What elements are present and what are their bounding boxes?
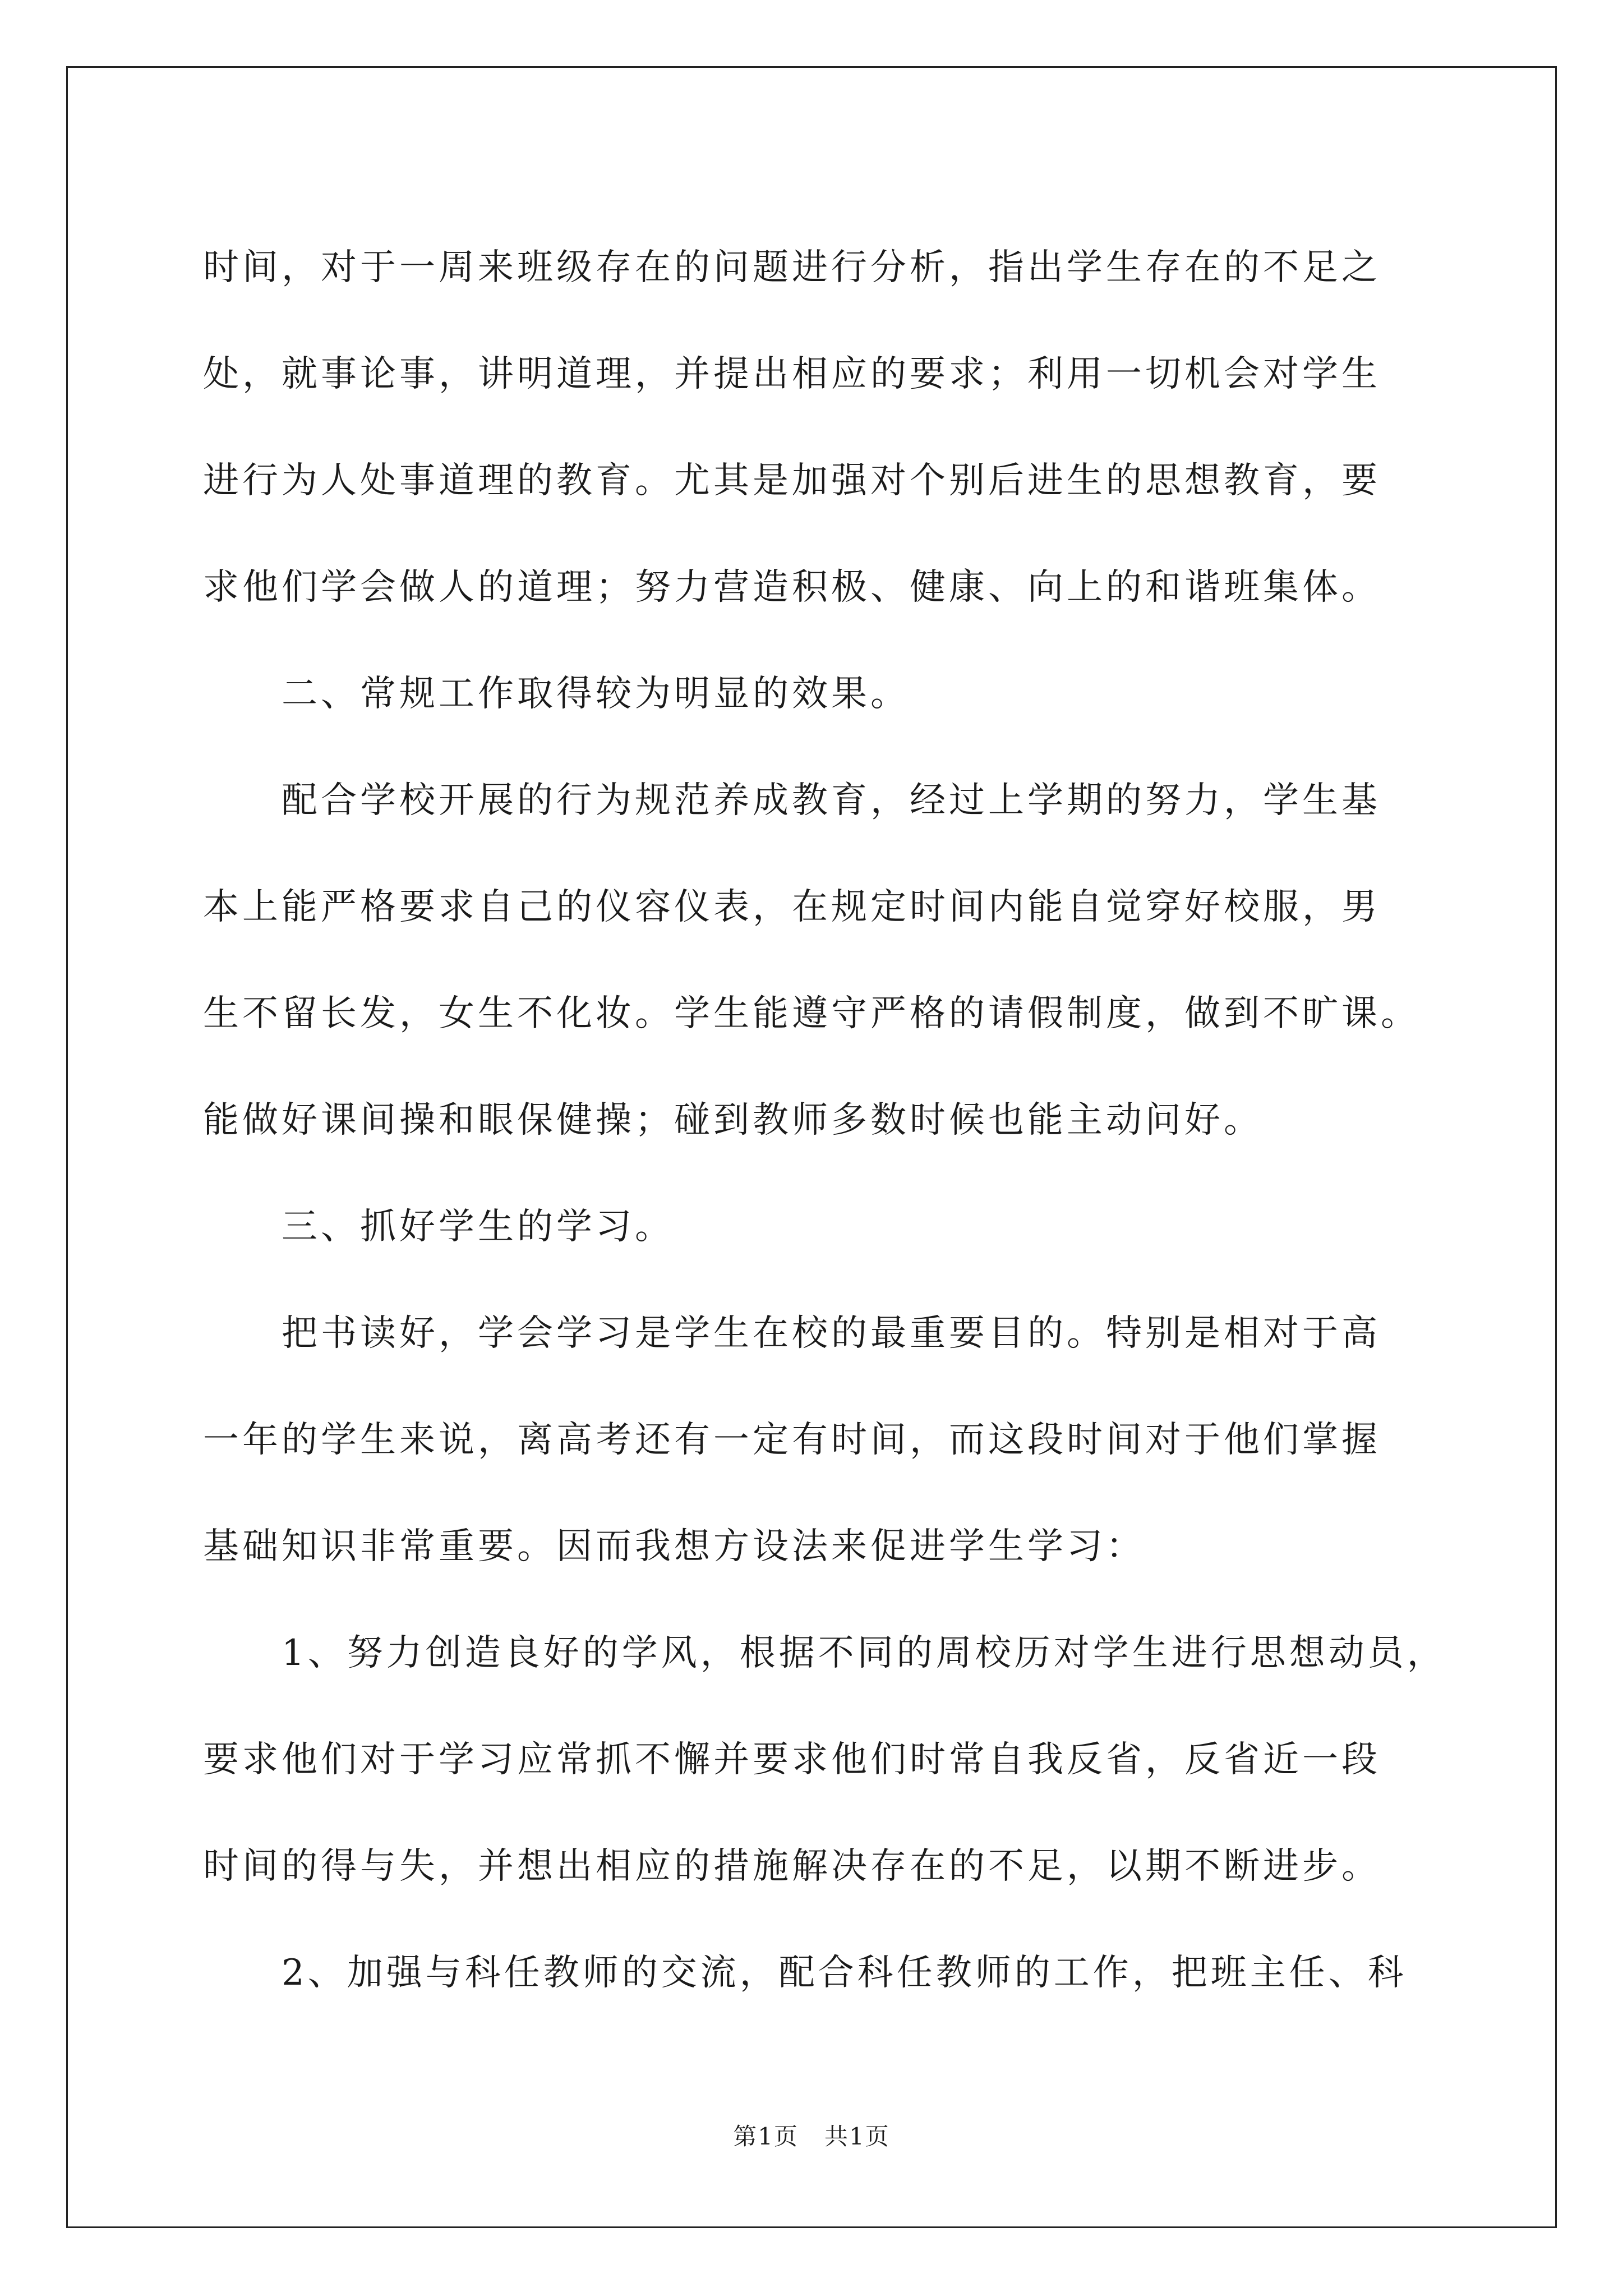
list-item-2: 2、加强与科任教师的交流，配合科任教师的工作，把班主任、科 (282, 1952, 1407, 1994)
text-line-7: 本上能严格要求自己的仪容仪表，在规定时间内能自觉穿好校服，男 (203, 886, 1381, 928)
text-line-6: 配合学校开展的行为规范养成教育，经过上学期的努力，学生基 (282, 780, 1381, 821)
text-line-16: 时间的得与失，并想出相应的措施解决存在的不足，以期不断进步。 (203, 1846, 1381, 1887)
text-line-1: 时间，对于一周来班级存在的问题进行分析，指出学生存在的不足之 (203, 247, 1381, 288)
text-line-3: 进行为人处事道理的教育。尤其是加强对个别后进生的思想教育，要 (203, 460, 1381, 501)
section-heading-2: 二、常规工作取得较为明显的效果。 (282, 673, 910, 715)
text-line-15: 要求他们对于学习应常抓不懈并要求他们时常自我反省，反省近一段 (203, 1739, 1381, 1780)
text-line-12: 一年的学生来说，离高考还有一定有时间，而这段时间对于他们掌握 (203, 1419, 1381, 1461)
text-line-4: 求他们学会做人的道理；努力营造积极、健康、向上的和谐班集体。 (203, 567, 1381, 608)
text-line-13: 基础知识非常重要。因而我想方设法来促进学生学习： (203, 1526, 1145, 1567)
text-line-8: 生不留长发，女生不化妆。学生能遵守严格的请假制度，做到不旷课。 (203, 993, 1420, 1034)
section-heading-3: 三、抓好学生的学习。 (282, 1206, 674, 1248)
document-body (203, 214, 1446, 2026)
text-line-9: 能做好课间操和眼保健操；碰到教师多数时候也能主动问好。 (203, 1099, 1263, 1141)
text-line-11: 把书读好，学会学习是学生在校的最重要目的。特别是相对于高 (282, 1313, 1381, 1354)
text-line-2: 处，就事论事，讲明道理，并提出相应的要求；利用一切机会对学生 (203, 353, 1381, 395)
list-item-1: 1、努力创造良好的学风，根据不同的周校历对学生进行思想动员， (282, 1632, 1446, 1674)
page-number-footer: 第1页 共1页 (733, 2123, 890, 2150)
